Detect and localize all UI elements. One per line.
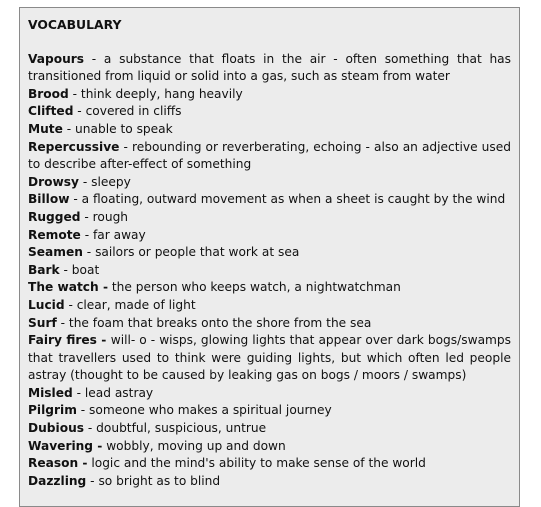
vocab-term: Brood: [28, 86, 69, 101]
vocab-definition: logic and the mind's ability to make sense of the world: [87, 456, 426, 471]
vocab-definition: - doubtful, suspicious, untrue: [84, 421, 267, 436]
vocab-definition: - lead astray: [72, 385, 154, 400]
vocab-definition: - a substance that floats in the air - often something that has transitioned from liquid or solid into a gas, such as steam from water: [28, 51, 511, 84]
vocab-term: Fairy fires -: [28, 333, 111, 348]
vocab-entry: [28, 420, 511, 438]
vocab-definition: wobbly, moving up and down: [102, 438, 286, 453]
vocab-entry: [28, 244, 511, 262]
vocab-term: Bark: [28, 262, 60, 277]
vocab-definition: - covered in cliffs: [73, 104, 182, 119]
vocab-definition: - think deeply, hang heavily: [68, 86, 243, 101]
vocab-entry: [28, 438, 511, 456]
vocab-entry: [28, 297, 511, 315]
vocab-definition: - rough: [80, 209, 129, 224]
vocab-term: Seamen: [28, 245, 83, 260]
vocab-entry: [28, 209, 511, 227]
vocab-definition: - rebounding or reverberating, echoing - also an adjective used to describe after-effect of something: [28, 139, 511, 172]
vocabulary-box: [19, 7, 520, 507]
vocab-term: The watch -: [28, 280, 109, 295]
vocab-definition: - unable to speak: [62, 121, 173, 136]
vocab-entry: [28, 332, 511, 385]
vocab-definition: - sailors or people that work at sea: [82, 245, 300, 260]
vocab-definition: - the foam that breaks onto the shore from the sea: [56, 315, 372, 330]
vocab-term: Dazzling: [28, 473, 87, 488]
vocab-term: Rugged: [28, 209, 81, 224]
vocab-definition: - sleepy: [78, 174, 131, 189]
vocab-definition: the person who keeps watch, a nightwatchman: [108, 280, 401, 295]
vocab-entry: [28, 279, 511, 297]
vocab-entry: [28, 455, 511, 473]
vocab-term: Remote: [28, 227, 81, 242]
vocab-definition: - someone who makes a spiritual journey: [76, 403, 332, 418]
vocab-entry: [28, 174, 511, 192]
vocab-term: Billow: [28, 192, 70, 207]
vocab-definition: - boat: [59, 262, 100, 277]
vocab-definition: - so bright as to blind: [86, 473, 221, 488]
vocab-entry: [28, 121, 511, 139]
vocab-definition: - far away: [80, 227, 146, 242]
vocab-entry: [28, 385, 511, 403]
vocab-term: Wavering -: [28, 438, 103, 453]
vocab-term: Drowsy: [28, 174, 79, 189]
vocab-term: Dubious: [28, 421, 84, 436]
vocab-entry: [28, 473, 511, 491]
vocab-entry: [28, 315, 511, 333]
vocabulary-list: [28, 51, 511, 491]
vocab-term: Lucid: [28, 297, 65, 312]
vocab-definition: - a floating, outward movement as when a sheet is caught by the wind: [69, 192, 506, 207]
vocab-entry: [28, 191, 511, 209]
vocab-term: Misled: [28, 385, 73, 400]
vocab-term: Surf: [28, 315, 57, 330]
vocab-entry: [28, 103, 511, 121]
vocab-entry: [28, 402, 511, 420]
vocab-entry: [28, 86, 511, 104]
vocab-definition: will- o - wisps, glowing lights that appear over dark bogs/swamps that travellers used to think were guiding lights, but which often led people astray (thought to be caused by leaking gas on bogs / moors / swamps): [28, 333, 511, 383]
vocab-entry: [28, 139, 511, 174]
vocab-entry: [28, 51, 511, 86]
vocab-term: Reason -: [28, 456, 88, 471]
vocab-entry: [28, 262, 511, 280]
vocab-term: Vapours: [28, 51, 85, 66]
vocab-term: Clifted: [28, 104, 74, 119]
vocab-entry: [28, 227, 511, 245]
vocabulary-title: VOCABULARY: [28, 17, 122, 32]
vocab-definition: - clear, made of light: [64, 297, 196, 312]
vocab-term: Repercussive: [28, 139, 120, 154]
vocab-term: Mute: [28, 121, 63, 136]
vocab-term: Pilgrim: [28, 403, 77, 418]
